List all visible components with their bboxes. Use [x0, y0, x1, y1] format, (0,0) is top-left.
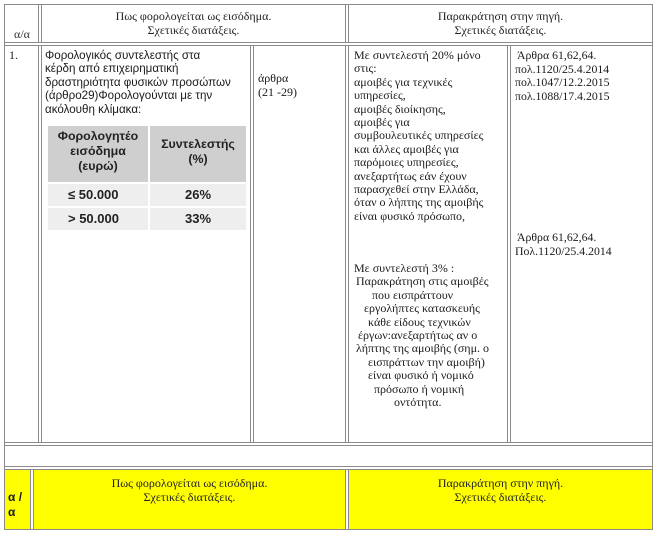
footer-aa-line1: α /: [8, 490, 23, 504]
desc-line: ακόλουθη κλίμακα:: [45, 102, 142, 116]
row-references-1: [515, 49, 651, 103]
scale-row-2-income: [48, 208, 148, 230]
withholding-line: είναι φυσικό πρόσωπο,: [354, 208, 466, 223]
scale-income-value: > 50.000: [68, 211, 119, 226]
withholding-line: αμοιβές διοίκησης,: [354, 101, 446, 116]
withholding-line: στις:: [354, 61, 377, 76]
withholding-line: παρασχεθεί στην Ελλάδα,: [354, 182, 479, 197]
header-withholding-line2: Σχετικές διατάξεις.: [454, 23, 547, 37]
scale-head-income-line: εισόδημα: [70, 144, 126, 158]
reference-line: Πολ.1120/25.4.2014: [515, 243, 612, 258]
reference-line: Άρθρα 61,62,64.: [517, 230, 597, 244]
reference-line: Άρθρα 61,62,64.: [517, 48, 597, 62]
header-aa-text: α/α: [14, 27, 30, 41]
reference-line: πολ.1120/25.4.2014: [515, 61, 610, 76]
row-withholding-3: [354, 262, 506, 409]
withholding-line: Με συντελεστή 20% μόνο: [354, 48, 481, 62]
withholding-line: παρόμοιες υπηρεσίες,: [354, 155, 459, 170]
scale-head-income-line: (ευρώ): [78, 159, 118, 173]
scale-head-rate-line: (%): [188, 152, 208, 166]
desc-line: δραστηριότητα φυσικών προσώπων: [45, 75, 231, 89]
desc-line: κέρδη από επιχειρηματική: [45, 62, 179, 76]
footer-withholding-line2: Σχετικές διατάξεις.: [454, 490, 547, 504]
withholding-line: που εισπράττουν: [372, 287, 454, 302]
articles-line2: (21 -29): [258, 85, 297, 99]
scale-row-2-rate: [150, 208, 246, 230]
withholding-line: κάθε είδους τεχνικών: [368, 314, 471, 329]
withholding-line: πρόσωπο ή νομική: [374, 381, 465, 396]
row-number: 1.: [9, 48, 18, 62]
header-income-line2: Σχετικές διατάξεις.: [147, 23, 240, 37]
withholding-line: αμοιβές για τεχνικές: [354, 74, 453, 89]
withholding-line: όταν ο λήπτης της αμοιβής: [354, 195, 484, 210]
header-income-line1: Πως φορολογείται ως εισόδημα.: [115, 9, 272, 23]
desc-line: Φορολογικός συντελεστής στα: [45, 49, 201, 62]
scale-rate-value: 33%: [184, 211, 212, 226]
scale-row-1-rate: [150, 184, 246, 206]
footer-aa: [8, 490, 30, 520]
footer-income-header: [34, 476, 345, 504]
footer-withholding-header: [349, 476, 652, 504]
reference-line: πολ.1047/12.2.2015: [515, 75, 610, 90]
footer-withholding-line1: Παρακράτηση στην πηγή.: [437, 476, 564, 490]
scale-head-rate-line: Συντελεστής: [161, 137, 235, 151]
withholding-line: Παρακράτηση στις αμοιβές: [356, 274, 489, 289]
articles-line1: άρθρα: [258, 71, 289, 85]
header-withholding-line1: Παρακράτηση στην πηγή.: [437, 9, 564, 23]
desc-line: (άρθρο29)Φορολογούνται με την: [45, 89, 213, 103]
scale-rate-value: 26%: [184, 187, 212, 202]
withholding-line: έργων:ανεξαρτήτως αν ο: [358, 328, 478, 343]
reference-line: πολ.1088/17.4.2015: [515, 88, 610, 103]
footer-income-line1: Πως φορολογείται ως εισόδημα.: [111, 476, 268, 490]
scale-head-income-line: Φορολογητέο: [57, 129, 139, 143]
withholding-line: Με συντελεστή 3% :: [354, 261, 455, 275]
withholding-line: συμβουλευτικές υπηρεσίες: [354, 128, 484, 143]
scale-income-value: ≤ 50.000: [68, 187, 119, 202]
row-articles: [258, 71, 344, 99]
withholding-line: είναι φυσικό ή νομικό: [368, 368, 474, 383]
withholding-line: οντότητα.: [394, 395, 442, 410]
scale-row-1-income: [48, 184, 148, 206]
header-withholding-column: [349, 9, 652, 37]
withholding-line: εργολήπτες κατασκευής: [364, 301, 480, 316]
withholding-line: εισπράττων την αμοιβή): [368, 354, 485, 369]
withholding-line: υπηρεσίες,: [354, 88, 406, 103]
row-description: [45, 49, 249, 116]
footer-aa-line2: α: [8, 505, 16, 519]
row-references-2: [515, 231, 651, 258]
row-withholding-20: [354, 49, 506, 223]
withholding-line: αμοιβές για: [354, 115, 410, 130]
withholding-line: ανεξαρτήτως εάν έχουν: [354, 168, 467, 183]
withholding-line: και άλλες αμοιβές για: [354, 141, 459, 156]
header-income-column: [42, 9, 345, 37]
header-aa: [6, 27, 38, 41]
footer-income-line2: Σχετικές διατάξεις.: [143, 490, 236, 504]
withholding-line: λήπτης της αμοιβής (σημ. ο: [356, 341, 490, 356]
